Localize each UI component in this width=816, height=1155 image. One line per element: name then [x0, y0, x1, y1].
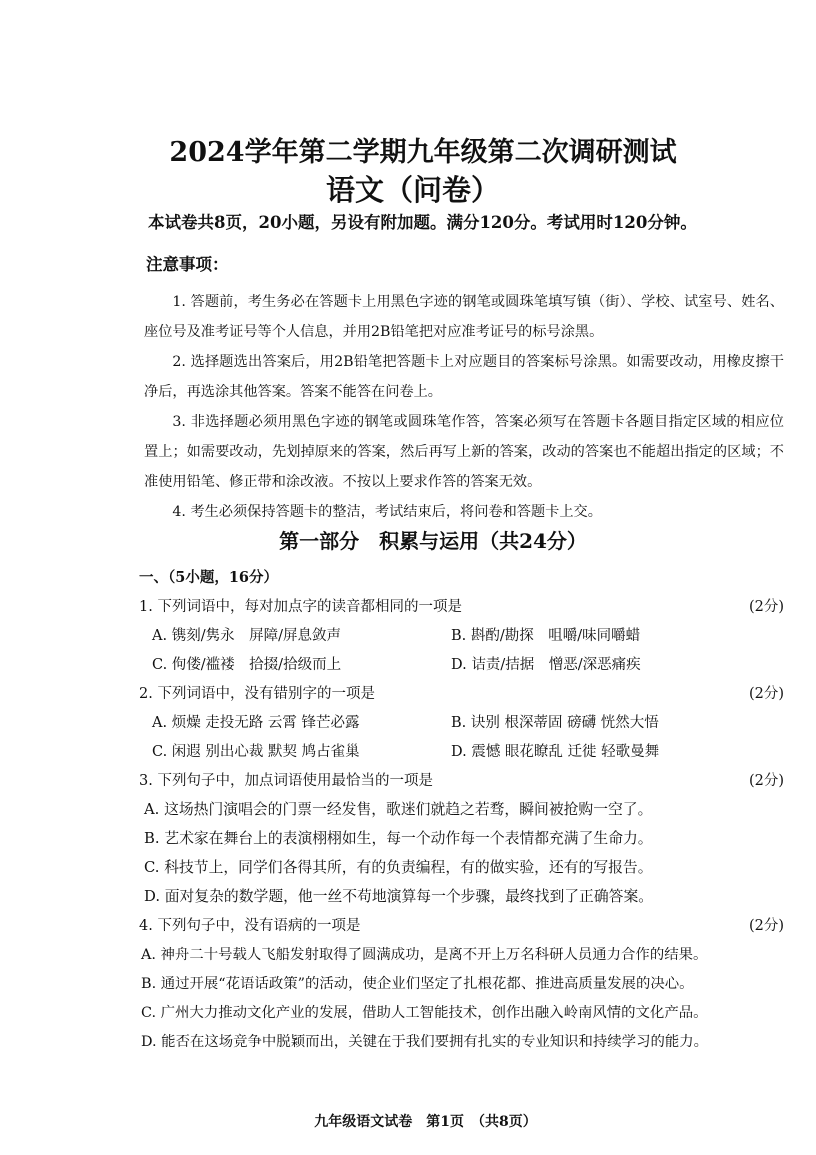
section-label: 一、（5小题，16分） [139, 569, 279, 586]
option-d: D. 震憾 眼花瞭乱 迁徙 轻歌曼舞 [451, 744, 660, 760]
option-c: C. 佝偻/褴褛 拾掇/拾级而上 [152, 657, 342, 673]
notice-list [144, 288, 784, 528]
question-score: (2分) [748, 918, 784, 934]
option-b: B. 通过开展“花语话政策”的活动，使企业们坚定了扎根花都、推进高质量发展的决心。 [141, 976, 694, 992]
part-title: 第一部分 积累与运用（共24分） [279, 529, 587, 553]
option-b: B. 诀别 根深蒂固 磅礴 恍然大悟 [451, 715, 659, 731]
option-a: A. 神舟二十号载人飞船发射取得了圆满成功，是离不开上万名科研人员通力合作的结果。 [141, 947, 708, 963]
question-score: (2分) [748, 686, 784, 702]
option-c: C. 科技节上，同学们各得其所，有的负责编程，有的做实验，还有的写报告。 [144, 859, 653, 876]
option-d: D. 能否在这场竞争中脱颖而出，关键在于我们要拥有扎实的专业知识和持续学习的能力。 [141, 1034, 709, 1050]
exam-title: 2024学年第二学期九年级第二次调研测试 [169, 137, 677, 168]
question-score: (2分) [748, 599, 784, 615]
option-b: B. 艺术家在舞台上的表演栩栩如生，每一个动作每一个表情都充满了生命力。 [144, 830, 653, 847]
exam-subtitle: 语文（问卷） [325, 173, 500, 207]
page-footer: 九年级语文试卷 第1页 （共8页） [314, 1114, 537, 1130]
option-c: C. 广州大力推动文化产业的发展，借助人工智能技术，创作出融入岭南风情的文化产品。 [141, 1005, 708, 1021]
option-d: D. 面对复杂的数学题，他一丝不苟地演算每一个步骤，最终找到了正确答案。 [144, 888, 654, 905]
exam-info: 本试卷共8页，20小题，另设有附加题。满分120分。考试用时120分钟。 [148, 213, 697, 232]
question-score: (2分) [748, 773, 784, 789]
question-text: 3. 下列句子中，加点词语使用最恰当的一项是 [139, 773, 433, 789]
option-d: D. 诘责/拮据 憎恶/深恶痛疾 [451, 657, 641, 673]
notice-item: 2. 选择题选出答案后，用2B铅笔把答题卡上对应题目的答案标号涂黑。如需要改动，用橡皮擦干净后，再选涂其他答案。答案不能答在问卷上。 [144, 354, 784, 400]
notice-item: 1. 答题前，考生务必在答题卡上用黑色字迹的钢笔或圆珠笔填写镇（街）、学校、试室号、姓名、座位号及准考证号等个人信息，并用2B铅笔把对应准考证号的标号涂黑。 [144, 294, 784, 340]
question-text: 2. 下列词语中，没有错别字的一项是 [139, 686, 375, 702]
option-a: A. 烦燥 走投无路 云霄 锋芒必露 [152, 715, 360, 731]
notice-heading: 注意事项： [146, 255, 229, 274]
option-a: A. 镌刻/隽永 屏障/屏息敛声 [152, 628, 341, 644]
option-b: B. 斟酌/勘探 咀嚼/味同嚼蜡 [451, 628, 641, 644]
notice-item: 4. 考生必须保持答题卡的整洁，考试结束后，将问卷和答题卡上交。 [172, 504, 602, 521]
option-c: C. 闲遐 别出心裁 默契 鸠占雀巢 [152, 744, 360, 760]
option-a: A. 这场热门演唱会的门票一经发售，歌迷们就趋之若骛，瞬间被抢购一空了。 [144, 801, 653, 818]
question-text: 4. 下列句子中，没有语病的一项是 [139, 918, 361, 934]
notice-item: 3. 非选择题必须用黑色字迹的钢笔或圆珠笔作答，答案必须写在答题卡各题目指定区域的相应位置上；如需要改动，先划掉原来的答案，然后再写上新的答案，改动的答案也不能超出指定的区域；不准使用铅笔、修正带和涂改液。不按以上要求作答的答案无效。 [144, 414, 784, 490]
question-text: 1. 下列词语中，每对加点字的读音都相同的一项是 [139, 599, 462, 615]
